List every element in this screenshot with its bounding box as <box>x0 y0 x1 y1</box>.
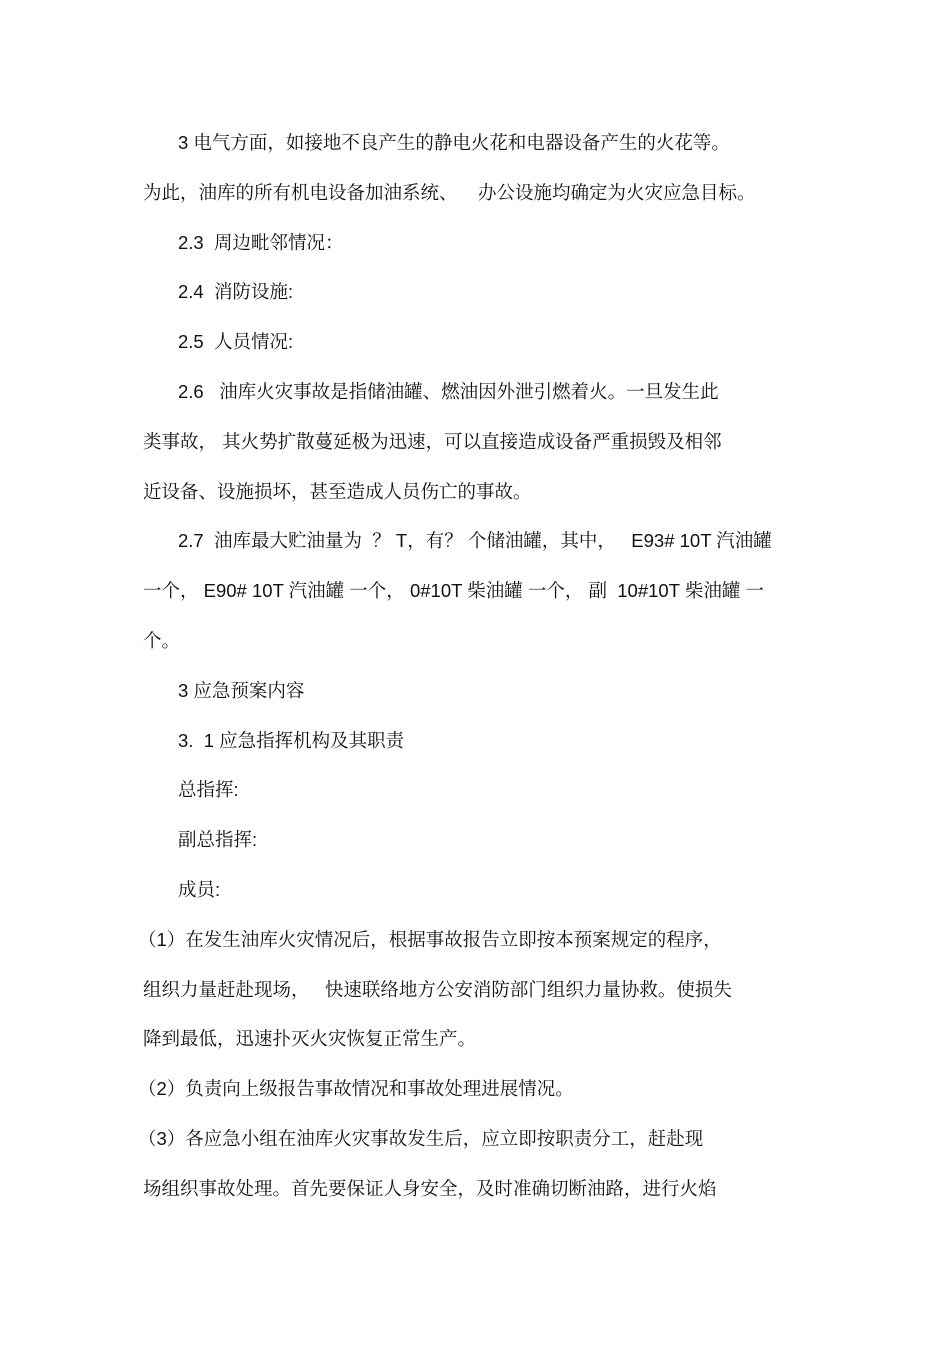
text-line: 成员: <box>178 878 221 900</box>
document-body <box>138 129 823 1225</box>
text-line: 2.3 周边毗邻情况： <box>178 231 344 253</box>
text-line: 为此，油库的所有机电设备加油系统、 办公设施均确定为火灾应急目标。 <box>143 181 756 203</box>
text-line: 组织力量赶赴现场， 快速联络地方公安消防部门组织力量协救。使损失 <box>143 978 732 1000</box>
text-line: 2.6 油库火灾事故是指储油罐、燃油因外泄引燃着火。一旦发生此 <box>178 380 719 402</box>
text-line: 3 电气方面，如接地不良产生的静电火花和电器设备产生的火花等。 <box>178 132 730 153</box>
text-line: 3. 1 应急指挥机构及其职责 <box>178 729 405 751</box>
text-line: 场组织事故处理。首先要保证人身安全，及时准确切断油路，进行火焰 <box>143 1177 717 1199</box>
text-line: 2.5 人员情况: <box>178 331 294 353</box>
text-line: 2.4 消防设施: <box>178 281 294 303</box>
text-line: 近设备、设施损坏，甚至造成人员伤亡的事故。 <box>143 480 532 502</box>
text-line: 一个， E90# 10T 汽油罐 一个， 0#10T 柴油罐 一个， 副 10#10T 柴油罐 一 <box>143 580 764 602</box>
text-line: 总指挥: <box>178 779 239 801</box>
text-line: 2.7 油库最大贮油量为 ？ T，有？ 个储油罐，其中， E93# 10T 汽油罐 <box>178 530 772 552</box>
text-line: 副总指挥: <box>178 829 258 851</box>
text-line: 3 应急预案内容 <box>178 679 305 701</box>
text-line: 降到最低，迅速扑灭火灾恢复正常生产。 <box>143 1028 477 1050</box>
text-line: （2）负责向上级报告事故情况和事故处理进展情况。 <box>138 1078 574 1100</box>
text-line: 个。 <box>143 629 181 651</box>
text-line: （1）在发生油库火灾情况后，根据事故报告立即按本预案规定的程序， <box>138 928 722 950</box>
text-line: （3）各应急小组在油库火灾事故发生后，应立即按职责分工，赶赴现 <box>138 1127 704 1149</box>
text-line: 类事故， 其火势扩散蔓延极为迅速，可以直接造成设备严重损毁及相邻 <box>143 430 722 452</box>
